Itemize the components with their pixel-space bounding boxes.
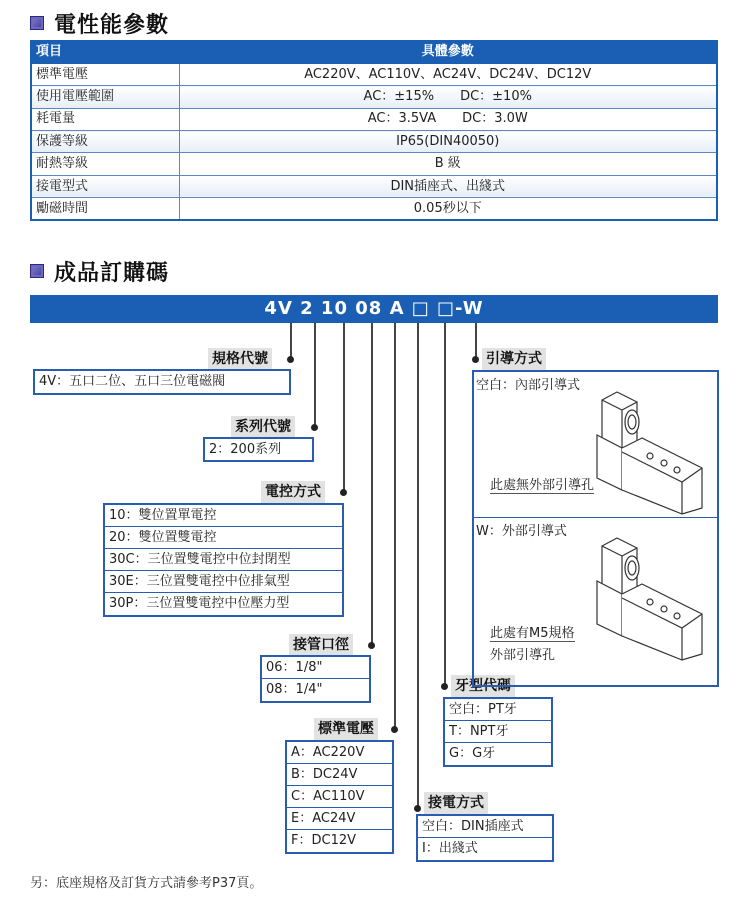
pilot-internal-label: 空白：內部引導式 bbox=[476, 378, 581, 393]
label-thread: 牙型代碼 bbox=[451, 675, 515, 697]
option-item: 30P：三位置雙電控中位壓力型 bbox=[109, 596, 290, 611]
connector-line bbox=[444, 323, 446, 686]
pilot-external-note: 此處有M5規格 bbox=[490, 622, 575, 642]
option-item: 20：雙位置雙電控 bbox=[105, 527, 342, 549]
spec-table bbox=[30, 40, 718, 221]
table-row bbox=[31, 86, 717, 108]
table-row bbox=[31, 108, 717, 130]
connector-line bbox=[417, 323, 419, 808]
label-port: 接管口徑 bbox=[289, 634, 353, 656]
cell-label: 接電型式 bbox=[31, 175, 179, 197]
table-header bbox=[31, 41, 717, 63]
option-item: 10：雙位置單電控 bbox=[105, 505, 342, 527]
option-item: 空白：DIN插座式 bbox=[418, 816, 552, 838]
option-item: 2：200系列 bbox=[209, 442, 282, 457]
option-item: 30C：三位置雙電控中位封閉型 bbox=[105, 549, 342, 571]
connector-line bbox=[290, 323, 292, 360]
order-code-bar: 4V 2 10 08 A □ □-W bbox=[30, 295, 718, 323]
option-item: A：AC220V bbox=[287, 742, 392, 764]
section-title-electrical: 電性能參數 bbox=[54, 13, 170, 38]
cell-value: AC：±15% DC：±10% bbox=[179, 86, 717, 108]
table-row bbox=[31, 175, 717, 197]
connector-line bbox=[343, 323, 345, 492]
cell-value: DIN插座式、出綫式 bbox=[179, 175, 717, 197]
options-series bbox=[203, 437, 314, 462]
label-series: 系列代號 bbox=[231, 416, 295, 438]
connector-line bbox=[371, 323, 373, 645]
connector-line bbox=[314, 323, 316, 427]
label-control: 電控方式 bbox=[261, 481, 325, 503]
table-row bbox=[31, 63, 717, 85]
pilot-external-label: W：外部引導式 bbox=[476, 524, 567, 539]
label-wiring: 接電方式 bbox=[424, 792, 488, 814]
cell-value: IP65(DIN40050) bbox=[179, 131, 717, 153]
option-item: C：AC110V bbox=[287, 786, 392, 808]
options-port bbox=[260, 655, 371, 703]
option-item: I：出綫式 bbox=[422, 841, 478, 856]
bullet-dot bbox=[414, 805, 421, 812]
connector-line bbox=[394, 323, 396, 729]
header-item: 項目 bbox=[31, 41, 179, 63]
option-item: T：NPT牙 bbox=[445, 721, 551, 743]
option-item: 06：1/8" bbox=[262, 657, 369, 679]
options-thread bbox=[443, 697, 553, 767]
valve-image bbox=[592, 536, 712, 676]
footnote: 另：底座規格及訂貨方式請參考P37頁。 bbox=[30, 876, 263, 891]
option-item: 4V：五口二位、五口三位電磁閥 bbox=[39, 374, 226, 389]
valve-image bbox=[592, 390, 712, 515]
label-voltage: 標準電壓 bbox=[314, 718, 378, 740]
options-spec bbox=[33, 369, 291, 395]
table-row bbox=[31, 153, 717, 175]
options-control bbox=[103, 503, 344, 617]
bullet-dot bbox=[391, 726, 398, 733]
bullet-dot bbox=[311, 424, 318, 431]
cell-value: B 級 bbox=[179, 153, 717, 175]
bullet-dot bbox=[441, 683, 448, 690]
section-title-order-code: 成品訂購碼 bbox=[54, 261, 170, 286]
cell-label: 耐熱等級 bbox=[31, 153, 179, 175]
options-voltage bbox=[285, 740, 394, 854]
bullet-dot bbox=[340, 489, 347, 496]
cell-value: AC：3.5VA DC：3.0W bbox=[179, 108, 717, 130]
header-value: 具體參數 bbox=[179, 41, 717, 63]
cell-label: 使用電壓範圍 bbox=[31, 86, 179, 108]
options-wiring bbox=[416, 814, 554, 862]
table-row bbox=[31, 131, 717, 153]
cell-label: 標準電壓 bbox=[31, 63, 179, 85]
cell-value: 0.05秒以下 bbox=[179, 198, 717, 220]
section-bullet-icon bbox=[30, 264, 44, 278]
bullet-dot bbox=[472, 356, 479, 363]
pilot-internal-note: 此處無外部引導孔 bbox=[490, 474, 594, 494]
option-item: 08：1/4" bbox=[266, 682, 323, 697]
table-row bbox=[31, 198, 717, 220]
cell-label: 保護等級 bbox=[31, 131, 179, 153]
pilot-external-note: 外部引導孔 bbox=[490, 648, 556, 663]
option-item: E：AC24V bbox=[287, 808, 392, 830]
label-pilot: 引導方式 bbox=[482, 348, 546, 370]
cell-value: AC220V、AC110V、AC24V、DC24V、DC12V bbox=[179, 63, 717, 85]
cell-label: 耗電量 bbox=[31, 108, 179, 130]
pilot-options-box bbox=[472, 370, 719, 687]
pilot-external bbox=[474, 518, 717, 685]
option-item: 30E：三位置雙電控中位排氣型 bbox=[105, 571, 342, 593]
bullet-dot bbox=[287, 356, 294, 363]
label-spec: 規格代號 bbox=[208, 348, 272, 370]
cell-label: 勵磁時間 bbox=[31, 198, 179, 220]
option-item: 空白：PT牙 bbox=[445, 699, 551, 721]
pilot-internal bbox=[474, 372, 717, 518]
connector-line bbox=[475, 323, 477, 359]
option-item: F：DC12V bbox=[291, 833, 357, 848]
section-bullet-icon bbox=[30, 16, 44, 30]
option-item: G：G牙 bbox=[449, 746, 496, 761]
option-item: B：DC24V bbox=[287, 764, 392, 786]
bullet-dot bbox=[368, 642, 375, 649]
